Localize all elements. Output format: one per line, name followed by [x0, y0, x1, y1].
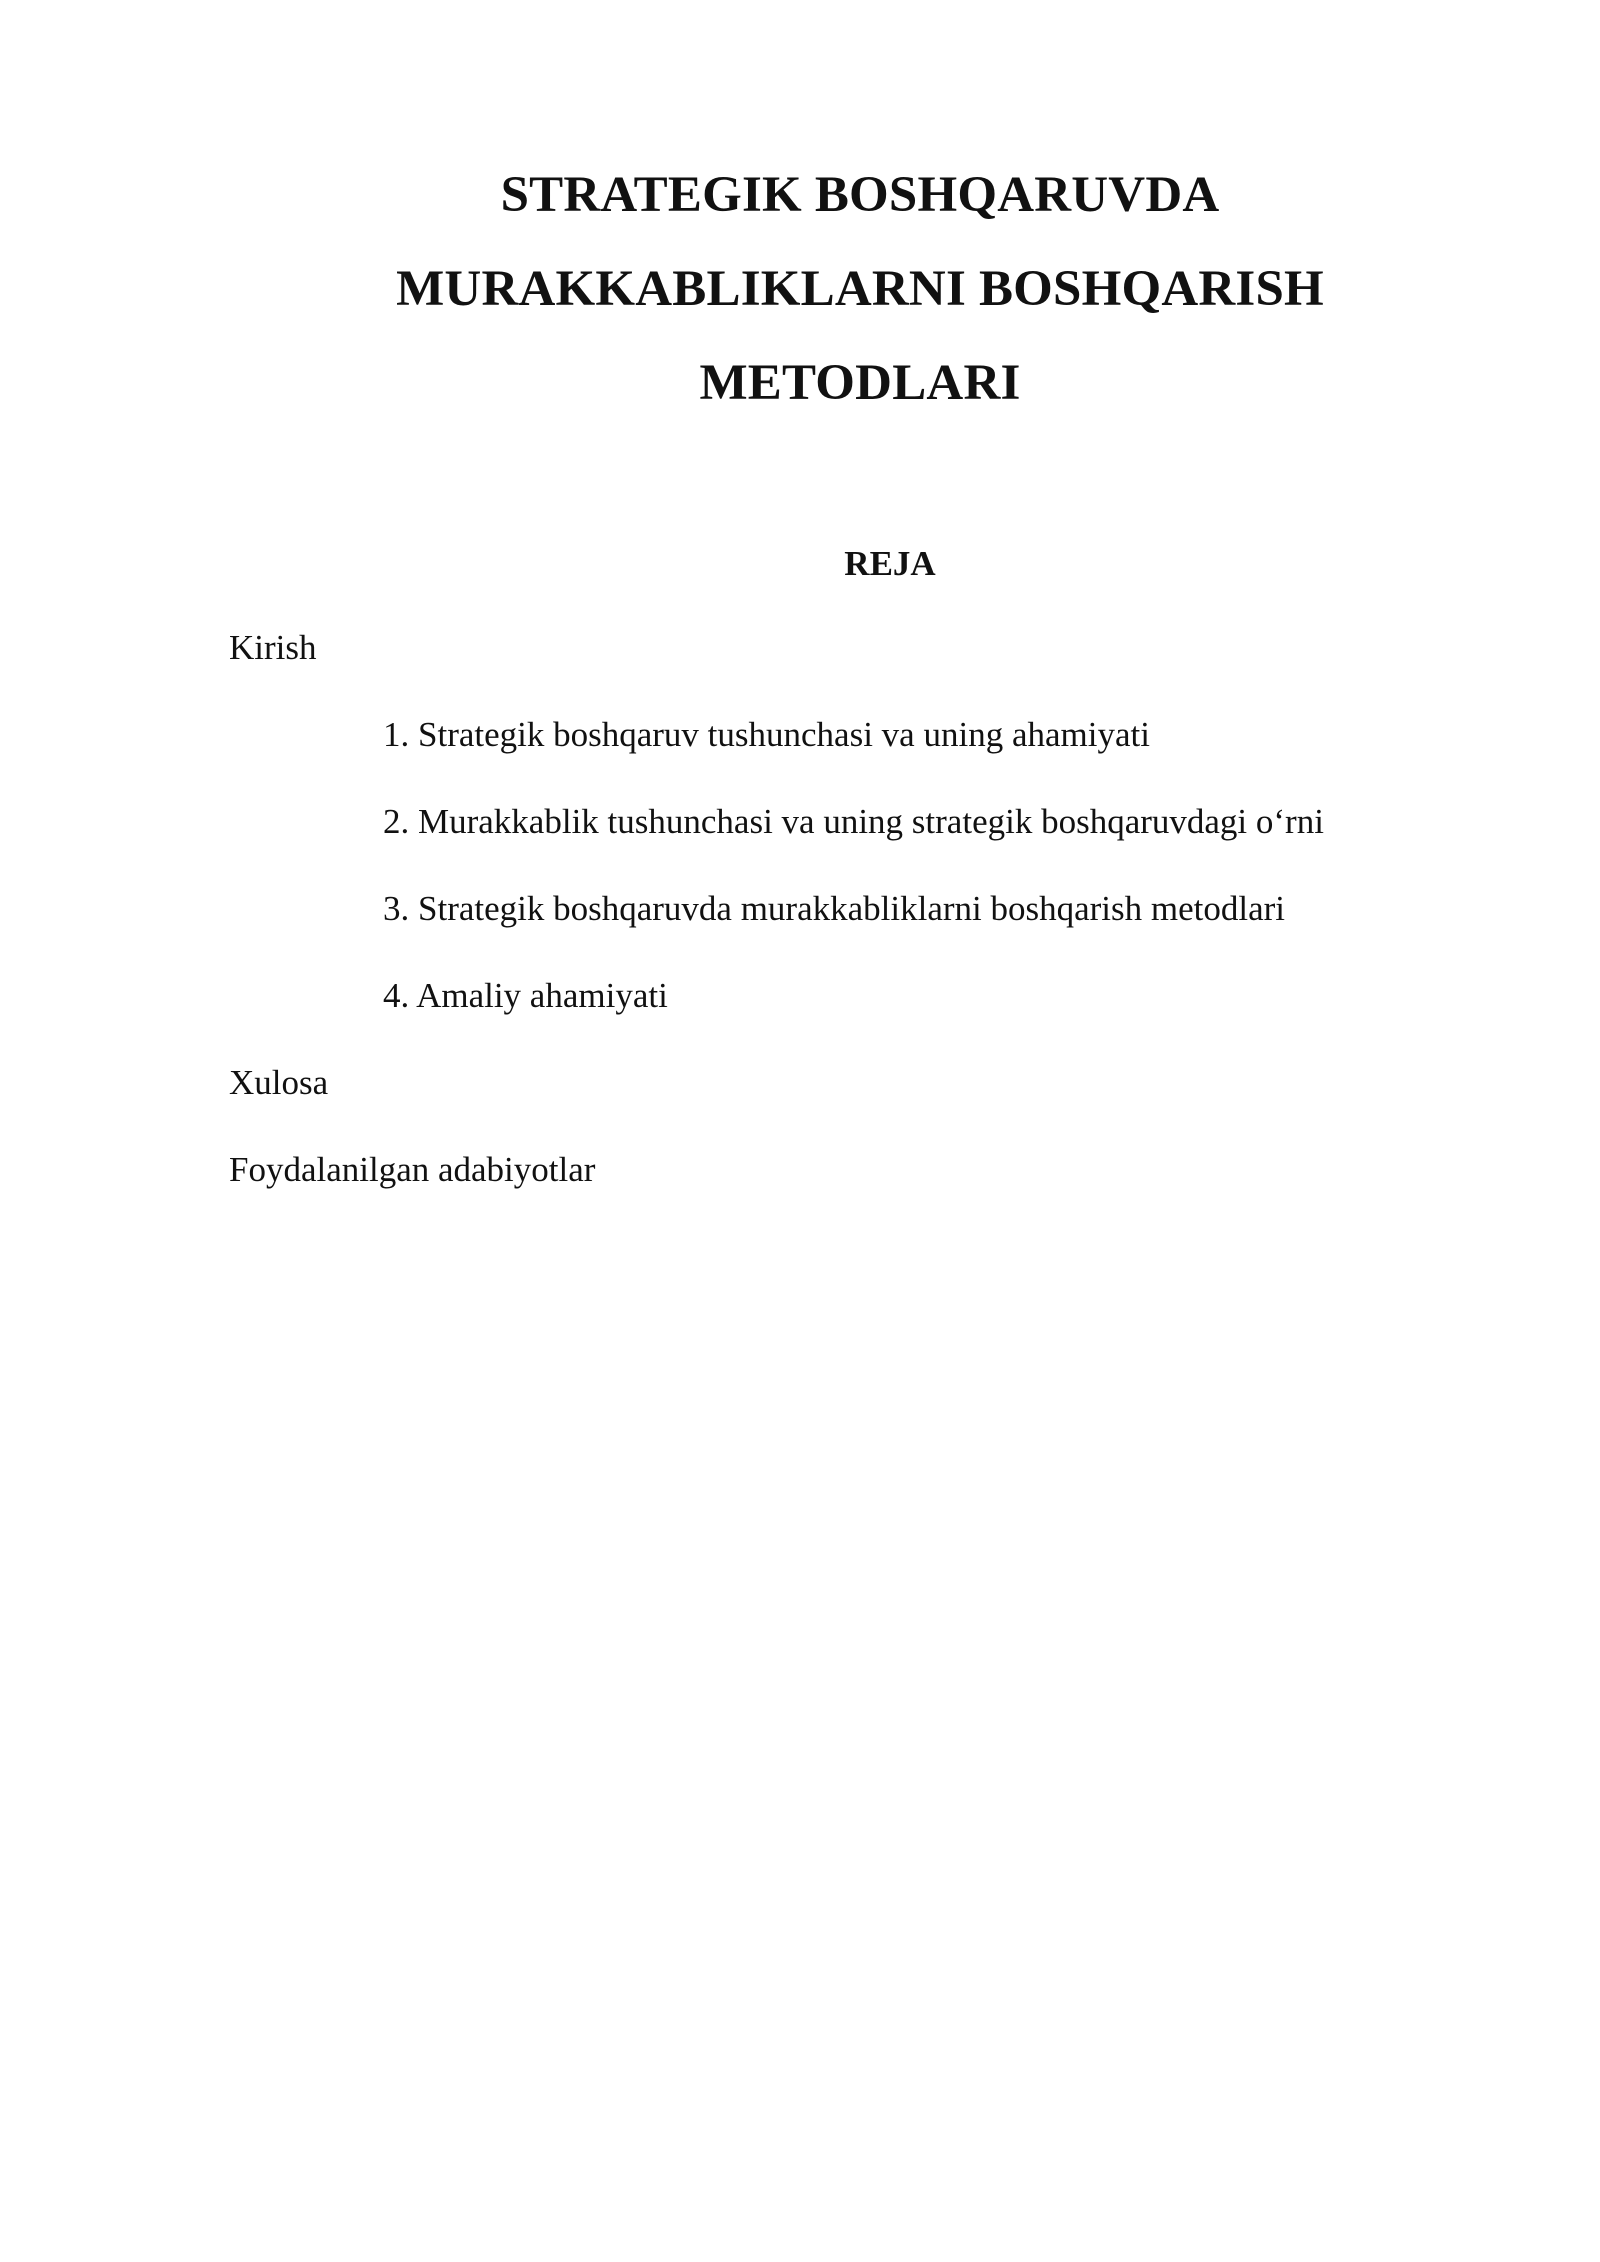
outline-item-3: 3. Strategik boshqaruvda murakkabliklarni boshqarish metodlari [383, 889, 1286, 928]
outline-item-1: 1. Strategik boshqaruv tushunchasi va uning ahamiyati [383, 715, 1150, 754]
plan-heading: REJA [844, 544, 936, 583]
outline-item-4: 4. Amaliy ahamiyati [383, 976, 668, 1015]
outline-item-conclusion: Xulosa [229, 1063, 329, 1102]
outline-item-introduction: Kirish [229, 628, 317, 667]
document-title [340, 148, 1380, 430]
plan-outline [229, 622, 1489, 1231]
outline-item-2: 2. Murakkablik tushunchasi va uning strategik boshqaruvdagi o‘rni [383, 802, 1324, 841]
title-line-3: METODLARI [699, 355, 1021, 411]
title-line-1: STRATEGIK BOSHQARUVDA [500, 167, 1220, 223]
title-line-2: MURAKKABLIKLARNI BOSHQARISH [396, 261, 1324, 317]
outline-item-references: Foydalanilgan adabiyotlar [229, 1150, 596, 1189]
